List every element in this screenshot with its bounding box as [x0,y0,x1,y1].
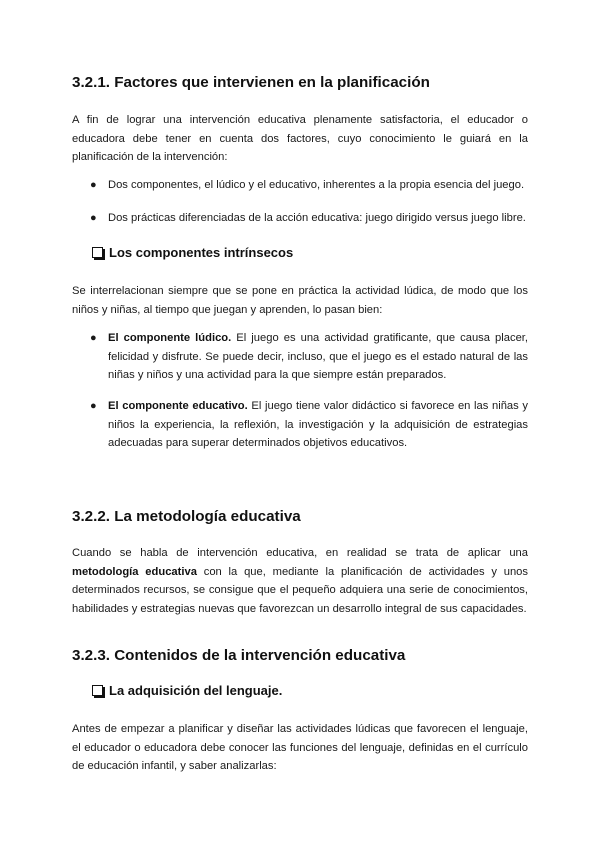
component-text: El juego tiene valor didáctico si favorece en las niñas y niños la experiencia, la reflexión, la investigación y la adquisición de estrategias adecuadas para superar determinados objetivos educativos. [108,400,528,449]
list-item-text: Dos prácticas diferenciadas de la acción educativa: juego dirigido versus juego libre. [108,212,526,224]
checkbox-square-icon [92,685,103,696]
section-3-2-2-paragraph: Cuando se habla de intervención educativa, en realidad se trata de aplicar una metodología educativa con la que, mediante la planificación de actividades y unos determinados recursos, se consigue que el pequeño adquiera una serie de conocimientos, habilidades y estrategias nuevas que favorezcan un desarrollo integral de sus capacidades. [72,547,528,615]
subheading-lenguaje [92,683,282,698]
emphasis-metodologia: metodología educativa [72,565,197,578]
list-item [90,397,528,453]
bullet-dot-icon: ● [90,332,97,344]
checkbox-square-icon [92,247,103,258]
list-item-text: Dos componentes, el lúdico y el educativo, inherentes a la propia esencia del juego. [108,179,525,191]
bullet-dot-icon: ● [90,179,97,191]
subheading-text: La adquisición del lenguaje. [109,683,283,698]
section-3-2-2-heading: 3.2.2. La metodología educativa [72,508,301,525]
bullet-dot-icon: ● [90,212,97,224]
section-3-2-1-heading: 3.2.1. Factores que intervienen en la planificación [72,74,430,91]
subheading-componentes [92,245,293,260]
component-label: El componente lúdico. [108,332,232,344]
bullet-dot-icon: ● [90,400,97,412]
section-3-2-1-intro: A fin de lograr una intervención educativa plenamente satisfactoria, el educador o educadora debe tener en cuenta dos factores, cuyo conocimiento le guiará en la planificación de la intervención: [72,114,528,163]
subheading-text: Los componentes intrínsecos [109,245,294,260]
component-text: El juego es una actividad gratificante, que causa placer, felicidad y disfrute. Se puede decir, incluso, que el juego es el estado natural de las niñas y niños y una actividad para la que siempre están preparados. [108,332,529,381]
component-label: El componente educativo. [108,400,248,412]
section-3-2-3-heading: 3.2.3. Contenidos de la intervención educativa [72,647,406,664]
list-item [90,329,528,385]
components-intro: Se interrelacionan siempre que se pone en práctica la actividad lúdica, de modo que los niños y niñas, al tiempo que juegan y aprenden, lo pasan bien: [72,285,528,316]
list-item [90,176,528,195]
list-item [90,209,528,228]
section-3-2-3-paragraph: Antes de empezar a planificar y diseñar las actividades lúdicas que favorecen el lenguaje, el educador o educadora debe conocer las funciones del lenguaje, definidas en el currículo de educación infantil, y saber analizarlas: [72,723,528,772]
